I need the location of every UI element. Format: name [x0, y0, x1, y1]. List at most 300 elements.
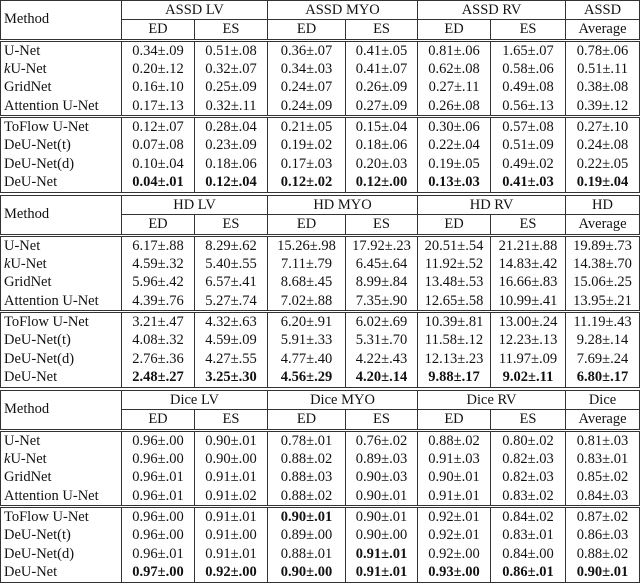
value: 15.26±.98 [277, 237, 336, 254]
value-cell [346, 97, 418, 117]
value: 0.96±.01 [132, 545, 184, 562]
value: 4.59±.09 [205, 332, 257, 349]
value: 8.99±.84 [355, 274, 408, 291]
value: 0.90±.00 [355, 527, 408, 544]
table-row [1, 350, 640, 368]
value-cell [346, 527, 418, 545]
value: 7.02±.88 [280, 292, 333, 309]
value-cell [122, 450, 195, 468]
value-cell [195, 369, 268, 388]
group-header: HD LV [122, 196, 268, 215]
subheader-cell: ED [268, 215, 346, 235]
subheader-cell: ED [418, 20, 491, 40]
value-cell [346, 350, 418, 368]
value-cell [122, 469, 195, 487]
best-value: 0.04±.01 [132, 174, 184, 191]
value: 0.82±.03 [502, 469, 554, 486]
table-row [1, 79, 640, 97]
value: 1.65±.07 [502, 42, 554, 59]
value-cell [346, 155, 418, 173]
value-cell [346, 545, 418, 563]
table-row [1, 369, 640, 388]
value-cell [268, 507, 346, 527]
subheader-cell: ES [195, 410, 268, 430]
value: 13.00±.24 [498, 314, 558, 331]
table-row [1, 527, 640, 545]
table-row [1, 507, 640, 527]
value-cell [566, 369, 640, 388]
value-cell [195, 40, 268, 60]
value-cell [346, 369, 418, 388]
value: 17.92±.23 [352, 237, 411, 254]
value-cell [418, 40, 491, 60]
value-cell [566, 255, 640, 273]
value-cell [566, 430, 640, 450]
value-cell [491, 117, 566, 137]
value-cell [418, 292, 491, 312]
value-cell [268, 430, 346, 450]
table-row [1, 174, 640, 193]
value: 0.91±.02 [205, 487, 257, 504]
value-cell [346, 507, 418, 527]
value: 0.91±.01 [205, 545, 257, 562]
value: 3.21±.47 [132, 314, 184, 331]
best-value: 0.91±.01 [355, 545, 408, 562]
subheader-cell: ES [346, 410, 418, 430]
value: 14.38±.70 [573, 255, 632, 272]
value: 0.76±.02 [355, 432, 408, 449]
value: 21.21±.88 [498, 237, 558, 254]
value: 13.95±.21 [573, 292, 632, 309]
value: 0.17±.13 [132, 97, 184, 114]
value: 4.32±.63 [205, 314, 257, 331]
value-cell [566, 174, 640, 193]
subheader-cell: ES [346, 20, 418, 40]
value: 0.25±.09 [205, 79, 257, 96]
value-cell [566, 507, 640, 527]
value-cell [418, 155, 491, 173]
value-cell [195, 487, 268, 507]
value: 20.51±.54 [424, 237, 484, 254]
value-cell [491, 332, 566, 350]
group-header: ASSD LV [122, 1, 268, 20]
subheader-cell: ED [122, 410, 195, 430]
value-cell [268, 527, 346, 545]
table-row [1, 274, 640, 292]
table-row [1, 430, 640, 450]
table-row [1, 450, 640, 468]
value: 0.83±.01 [576, 450, 629, 467]
value: 0.12±.07 [132, 119, 184, 136]
value: 4.39±.76 [132, 292, 184, 309]
best-value: 0.92±.00 [205, 564, 257, 581]
value-cell [566, 292, 640, 312]
value: 0.90±.00 [205, 450, 257, 467]
value: 4.77±.40 [280, 350, 333, 367]
value-cell [491, 507, 566, 527]
value-cell [122, 369, 195, 388]
method-name: DeU-Net(d) [1, 155, 122, 173]
subheader-cell: ES [491, 410, 566, 430]
value-cell [491, 369, 566, 388]
value-cell [418, 469, 491, 487]
value: 0.51±.08 [205, 42, 257, 59]
value-cell [566, 450, 640, 468]
value-cell [566, 137, 640, 155]
table-row [1, 332, 640, 350]
value: 0.83±.01 [502, 527, 554, 544]
value-cell [195, 469, 268, 487]
best-value: 0.12±.04 [205, 174, 257, 191]
value: 0.22±.05 [576, 155, 629, 172]
value: 0.87±.02 [576, 509, 629, 526]
group-header: ASSD MYO [268, 1, 418, 20]
value: 0.96±.00 [132, 527, 184, 544]
value: 0.30±.06 [428, 119, 480, 136]
value-cell [418, 255, 491, 273]
value-cell [491, 527, 566, 545]
value-cell [418, 117, 491, 137]
method-name: DeU-Net(t) [1, 332, 122, 350]
value: 0.92±.01 [428, 509, 480, 526]
value-cell [122, 79, 195, 97]
value-cell [418, 430, 491, 450]
group-header: HD [566, 196, 640, 215]
value-cell [268, 350, 346, 368]
subheader-cell: Average [566, 410, 640, 430]
value-cell [195, 450, 268, 468]
value-cell [195, 137, 268, 155]
value: 0.91±.00 [205, 527, 257, 544]
value-cell [195, 507, 268, 527]
value-cell [122, 274, 195, 292]
value: 0.41±.05 [355, 42, 408, 59]
value: 0.26±.09 [355, 79, 408, 96]
value-cell [566, 350, 640, 368]
value: 9.28±.14 [576, 332, 629, 349]
group-header: ASSD RV [418, 1, 566, 20]
best-value: 0.91±.01 [355, 564, 408, 581]
group-header: HD MYO [268, 196, 418, 215]
value: 14.83±.42 [498, 255, 558, 272]
method-name: kU-Net [1, 255, 122, 273]
subheader-cell: ES [195, 20, 268, 40]
value: 11.58±.12 [424, 332, 484, 349]
value-cell [418, 507, 491, 527]
table-row [1, 564, 640, 583]
value-cell [491, 255, 566, 273]
value-cell [491, 155, 566, 173]
value-cell [491, 450, 566, 468]
value-cell [491, 487, 566, 507]
method-name: DeU-Net [1, 174, 122, 193]
method-name: GridNet [1, 274, 122, 292]
value-cell [122, 564, 195, 583]
value: 0.96±.01 [132, 469, 184, 486]
value-cell [195, 79, 268, 97]
value-cell [418, 332, 491, 350]
best-value: 0.86±.01 [502, 564, 554, 581]
value-cell [268, 450, 346, 468]
value: 0.18±.06 [205, 155, 257, 172]
method-name: U-Net [1, 430, 122, 450]
value-cell [346, 469, 418, 487]
value-cell [195, 255, 268, 273]
value-cell [346, 430, 418, 450]
value: 0.36±.07 [280, 42, 333, 59]
value: 0.32±.07 [205, 60, 257, 77]
subheader-cell: ES [195, 215, 268, 235]
value: 0.27±.09 [355, 97, 408, 114]
value: 0.90±.01 [428, 469, 480, 486]
best-value: 0.13±.03 [428, 174, 480, 191]
value-cell [122, 117, 195, 137]
value: 0.19±.05 [428, 155, 480, 172]
value: 4.59±.32 [132, 255, 184, 272]
value-cell [122, 255, 195, 273]
value-cell [122, 174, 195, 193]
value: 0.27±.10 [576, 119, 629, 136]
table-row [1, 155, 640, 173]
value-cell [491, 430, 566, 450]
value: 6.17±.88 [132, 237, 184, 254]
value-cell [491, 292, 566, 312]
value-cell [418, 312, 491, 332]
value-cell [346, 487, 418, 507]
value: 2.76±.36 [132, 350, 184, 367]
value: 0.90±.01 [355, 509, 408, 526]
value-cell [268, 469, 346, 487]
value: 0.86±.03 [576, 527, 629, 544]
value-cell [346, 332, 418, 350]
value: 0.19±.02 [280, 137, 333, 154]
value-cell [122, 507, 195, 527]
table-row [1, 545, 640, 563]
value: 0.20±.03 [355, 155, 408, 172]
group-header: Dice [566, 391, 640, 410]
value: 0.21±.05 [280, 119, 333, 136]
value: 0.96±.01 [132, 487, 184, 504]
best-value: 4.20±.14 [355, 369, 408, 386]
table-row [1, 292, 640, 312]
value: 0.91±.03 [428, 450, 480, 467]
value-cell [418, 545, 491, 563]
value-cell [418, 60, 491, 78]
value: 0.58±.06 [502, 60, 554, 77]
subheader-cell: ED [268, 20, 346, 40]
value: 7.11±.79 [281, 255, 332, 272]
value: 0.28±.04 [205, 119, 257, 136]
value-cell [418, 97, 491, 117]
value-cell [268, 545, 346, 563]
value: 0.91±.01 [205, 469, 257, 486]
value-cell [195, 350, 268, 368]
value-cell [566, 60, 640, 78]
value: 5.40±.55 [205, 255, 257, 272]
header-row [1, 391, 640, 410]
value-cell [268, 332, 346, 350]
value: 0.57±.08 [502, 119, 554, 136]
value: 0.51±.09 [502, 137, 554, 154]
value: 0.88±.02 [428, 432, 480, 449]
method-name: DeU-Net(d) [1, 545, 122, 563]
best-value: 3.25±.30 [205, 369, 257, 386]
value: 0.88±.02 [576, 545, 629, 562]
value-cell [195, 292, 268, 312]
best-value: 0.93±.00 [428, 564, 480, 581]
value-cell [566, 469, 640, 487]
value-cell [268, 97, 346, 117]
value-cell [566, 155, 640, 173]
value: 0.23±.09 [205, 137, 257, 154]
best-value: 2.48±.27 [132, 369, 184, 386]
value-cell [346, 255, 418, 273]
value-cell [195, 60, 268, 78]
method-header: Method [1, 1, 122, 41]
table-row [1, 60, 640, 78]
dice-table [0, 390, 640, 583]
value-cell [195, 274, 268, 292]
value: 4.27±.55 [205, 350, 257, 367]
header-row [1, 1, 640, 20]
value-cell [418, 487, 491, 507]
value: 0.78±.06 [576, 42, 629, 59]
value-cell [346, 235, 418, 255]
value-cell [268, 369, 346, 388]
method-name: DeU-Net(d) [1, 350, 122, 368]
value: 12.23±.13 [498, 332, 558, 349]
value-cell [268, 274, 346, 292]
value: 0.56±.13 [502, 97, 554, 114]
value: 0.16±.10 [132, 79, 184, 96]
value-cell [491, 350, 566, 368]
value: 0.26±.08 [428, 97, 480, 114]
value: 0.27±.11 [428, 79, 480, 96]
value: 11.97±.09 [498, 350, 558, 367]
value-cell [566, 235, 640, 255]
best-value: 0.19±.04 [576, 174, 629, 191]
method-name: DeU-Net(t) [1, 137, 122, 155]
value-cell [122, 137, 195, 155]
value-cell [491, 97, 566, 117]
method-header: Method [1, 196, 122, 236]
value-cell [418, 174, 491, 193]
assd-table [0, 0, 640, 193]
value-cell [122, 487, 195, 507]
value: 0.32±.11 [205, 97, 257, 114]
value: 0.24±.07 [280, 79, 333, 96]
value: 0.96±.00 [132, 509, 184, 526]
best-value: 0.97±.00 [132, 564, 184, 581]
value: 15.06±.25 [573, 274, 632, 291]
value: 12.13±.23 [424, 350, 484, 367]
value-cell [268, 312, 346, 332]
subheader-cell: ED [418, 410, 491, 430]
method-name: kU-Net [1, 450, 122, 468]
value: 10.99±.41 [498, 292, 558, 309]
value: 4.08±.32 [132, 332, 184, 349]
value-cell [566, 332, 640, 350]
value: 16.66±.83 [498, 274, 558, 291]
value-cell [195, 332, 268, 350]
value: 0.89±.03 [355, 450, 408, 467]
value: 0.24±.08 [576, 137, 629, 154]
value: 0.92±.01 [428, 527, 480, 544]
method-name: DeU-Net(t) [1, 527, 122, 545]
value-cell [268, 292, 346, 312]
subheader-cell: ED [122, 215, 195, 235]
method-name: ToFlow U-Net [1, 312, 122, 332]
value: 0.20±.12 [132, 60, 184, 77]
best-value: 0.41±.03 [502, 174, 554, 191]
value: 8.68±.45 [280, 274, 333, 291]
value: 0.62±.08 [428, 60, 480, 77]
method-header: Method [1, 391, 122, 431]
value: 5.27±.74 [205, 292, 257, 309]
value-cell [418, 235, 491, 255]
value: 0.89±.00 [280, 527, 333, 544]
value-cell [346, 450, 418, 468]
value-cell [122, 97, 195, 117]
group-header: Dice LV [122, 391, 268, 410]
method-name: Attention U-Net [1, 487, 122, 507]
value-cell [346, 174, 418, 193]
value: 0.84±.02 [502, 509, 554, 526]
table-row [1, 469, 640, 487]
value-cell [418, 564, 491, 583]
subheader-cell: ED [418, 215, 491, 235]
value: 0.18±.06 [355, 137, 408, 154]
value-cell [195, 527, 268, 545]
value: 13.48±.53 [424, 274, 484, 291]
method-name: GridNet [1, 79, 122, 97]
value-cell [418, 274, 491, 292]
value: 0.84±.03 [576, 487, 629, 504]
table-row [1, 40, 640, 60]
method-name: U-Net [1, 40, 122, 60]
value: 7.69±.24 [576, 350, 629, 367]
value-cell [346, 564, 418, 583]
value-cell [195, 174, 268, 193]
value: 0.91±.01 [428, 487, 480, 504]
value: 12.65±.58 [424, 292, 484, 309]
value-cell [418, 527, 491, 545]
value-cell [566, 545, 640, 563]
group-header: Dice RV [418, 391, 566, 410]
value-cell [268, 117, 346, 137]
header-row [1, 196, 640, 215]
subheader-cell: Average [566, 215, 640, 235]
value: 0.15±.04 [355, 119, 408, 136]
value: 0.96±.00 [132, 432, 184, 449]
value: 0.39±.12 [576, 97, 629, 114]
value-cell [566, 564, 640, 583]
table-row [1, 235, 640, 255]
value: 0.81±.06 [428, 42, 480, 59]
value: 0.85±.02 [576, 469, 629, 486]
value: 0.96±.00 [132, 450, 184, 467]
value: 0.34±.03 [280, 60, 333, 77]
value-cell [491, 274, 566, 292]
value: 0.34±.09 [132, 42, 184, 59]
value-cell [122, 235, 195, 255]
table-row [1, 255, 640, 273]
value-cell [566, 40, 640, 60]
value-cell [566, 79, 640, 97]
value: 0.07±.08 [132, 137, 184, 154]
subheader-cell: Average [566, 20, 640, 40]
value-cell [418, 369, 491, 388]
